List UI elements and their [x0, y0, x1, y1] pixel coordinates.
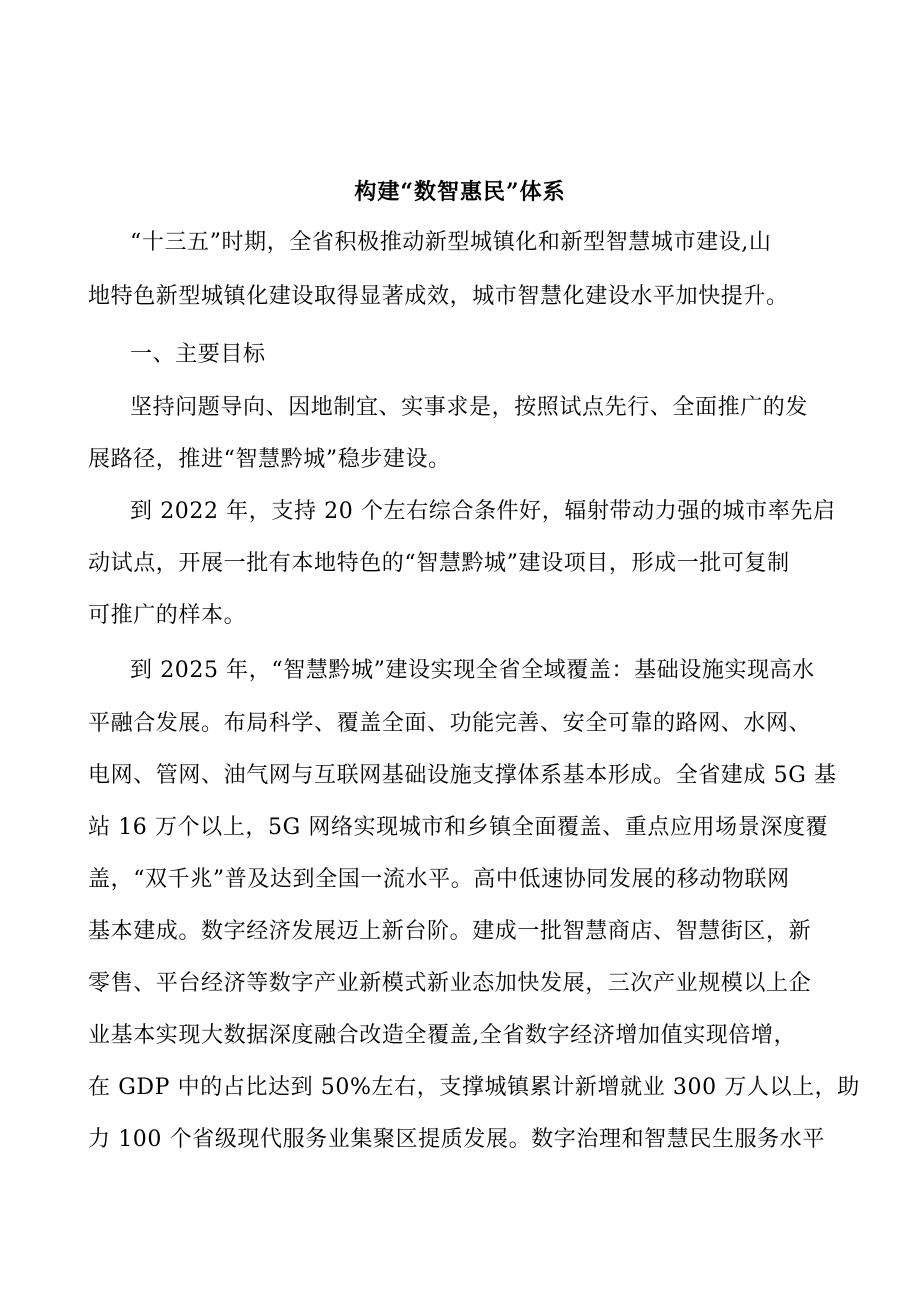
paragraph-line: 力 100 个省级现代服务业集聚区提质发展。数字治理和智慧民生服务水平	[88, 1127, 825, 1152]
paragraph-line: 业基本实现大数据深度融合改造全覆盖,全省数字经济增加值实现倍增，	[88, 1023, 797, 1048]
paragraph-line: 地特色新型城镇化建设取得显著成效，城市智慧化建设水平加快提升。	[88, 284, 789, 309]
paragraph-line: 到 2025 年，“智慧黔城”建设实现全省全域覆盖：基础设施实现高水	[130, 658, 815, 683]
document-title: 构建“数智惠民”体系	[354, 179, 566, 205]
paragraph-line: 零售、平台经济等数字产业新模式新业态加快发展，三次产业规模以上企	[88, 971, 812, 996]
paragraph-line: 电网、管网、油气网与互联网基础设施支撑体系基本形成。全省建成 5G 基	[88, 763, 837, 788]
paragraph-line: 站 16 万个以上，5G 网络实现城市和乡镇全面覆盖、重点应用场景深度覆	[88, 815, 829, 840]
paragraph-line: 到 2022 年，支持 20 个左右综合条件好，辐射带动力强的城市率先启	[130, 499, 836, 524]
paragraph-line: 坚持问题导向、因地制宜、实事求是，按照试点先行、全面推广的发	[130, 395, 809, 420]
paragraph-line: 平融合发展。布局科学、覆盖全面、功能完善、安全可靠的路网、水网、	[88, 711, 812, 736]
paragraph-line: 基本建成。数字经济发展迈上新台阶。建成一批智慧商店、智慧街区，新	[88, 919, 812, 944]
section-heading: 一、主要目标	[130, 342, 266, 367]
paragraph-line: 可推广的样本。	[88, 603, 247, 628]
paragraph-line: 在 GDP 中的占比达到 50%左右，支撑城镇累计新增就业 300 万人以上，助	[88, 1075, 860, 1100]
paragraph-line: 展路径，推进“智慧黔城”稳步建设。	[88, 447, 451, 472]
paragraph-line: 盖，“双千兆”普及达到全国一流水平。高中低速协同发展的移动物联网	[88, 867, 790, 892]
paragraph-line: 动试点，开展一批有本地特色的“智慧黔城”建设项目，形成一批可复制	[88, 551, 790, 576]
paragraph-line: “十三五”时期，全省积极推动新型城镇化和新型智慧城市建设,山	[130, 230, 772, 255]
